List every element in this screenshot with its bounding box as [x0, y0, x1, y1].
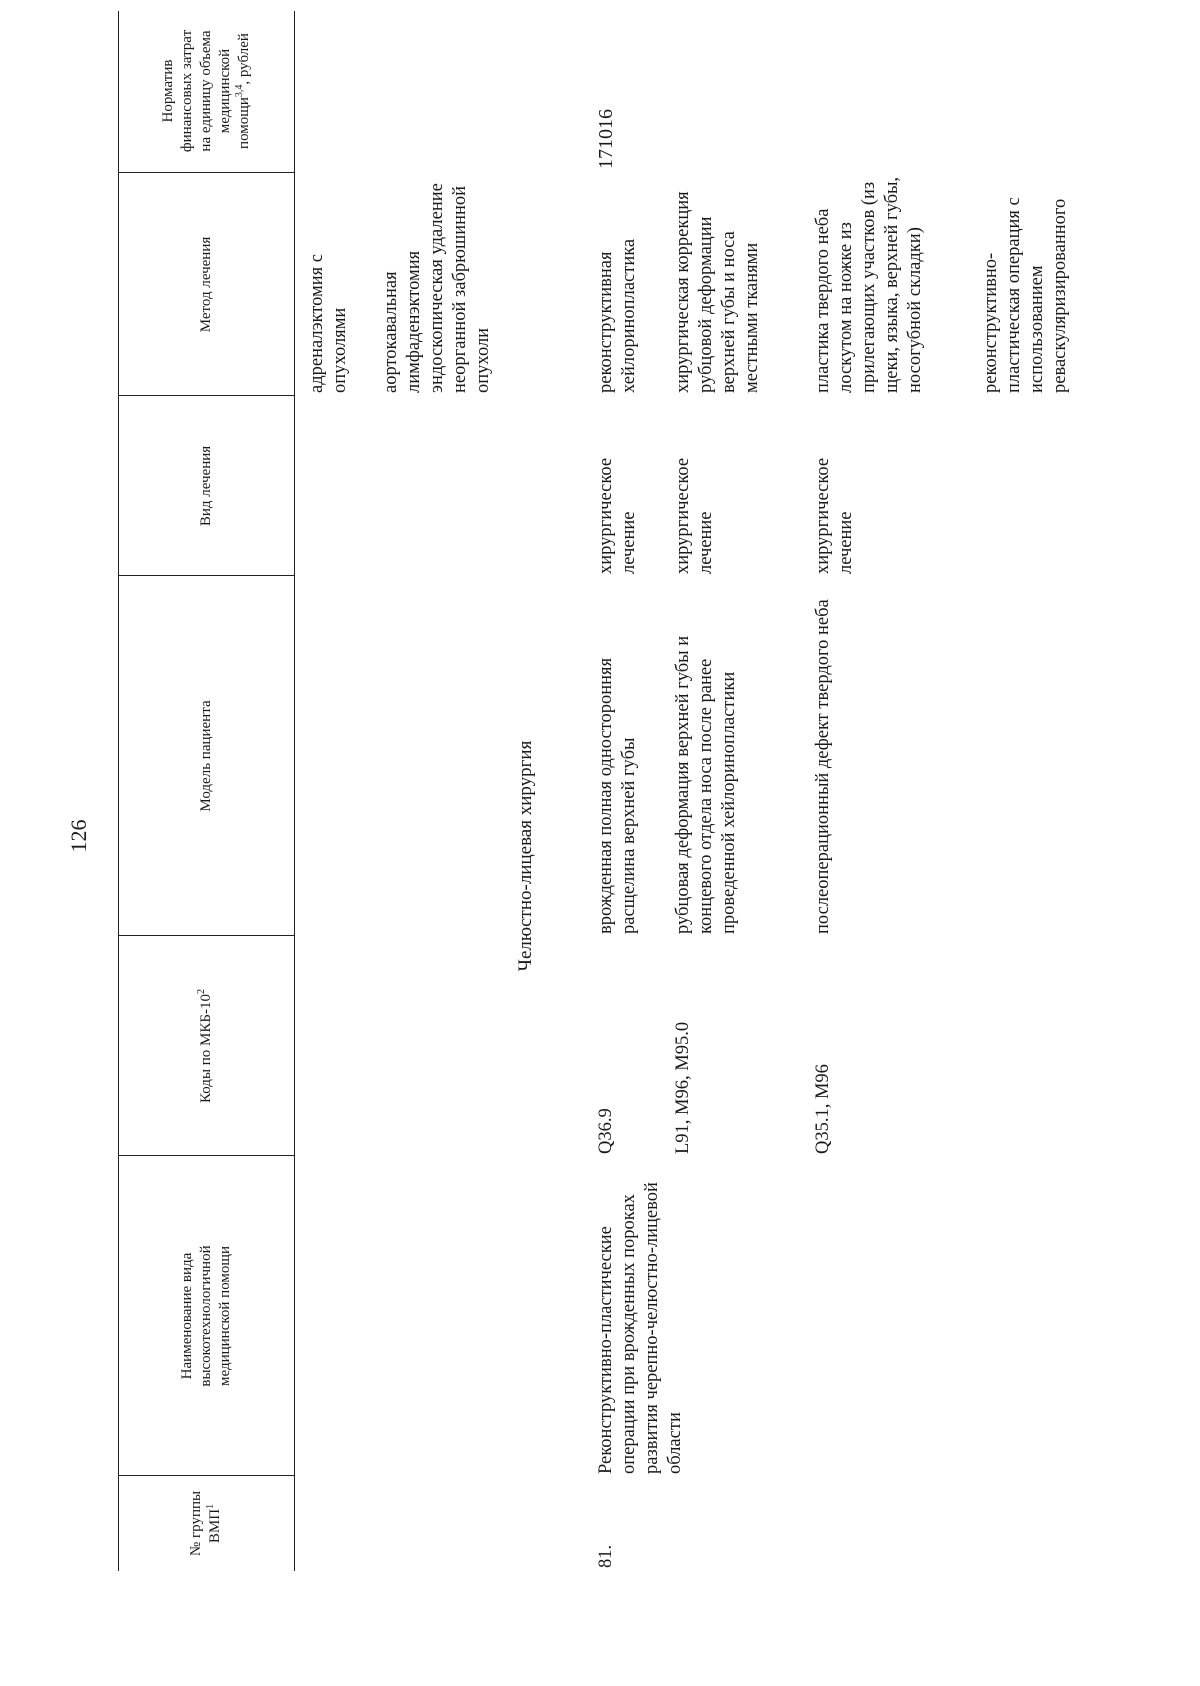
col-divider-3 [118, 935, 294, 936]
page-number: 126 [66, 819, 91, 853]
row-3-type: хирургическое лечение [813, 457, 856, 574]
row-1-type: хирургическое лечение [596, 457, 639, 574]
header-bottom-rule [294, 11, 295, 1571]
row-2-code: L91, M96, M95.0 [673, 1021, 693, 1154]
row-2-method: хирургическая коррекция рубцовой деформации верхней губы и носа местными тканями [673, 191, 762, 393]
row-1-model: врожденная полная односторонняя расщелина верхней губы [596, 657, 639, 934]
header-cost-standard: Норматив финансовых затрат на единицу объема медицинской помощи$^{3,4}$, рублей [159, 29, 252, 153]
header-patient-model: Модель пациента [197, 700, 214, 812]
row-3-code: Q35.1, M96 [813, 1064, 833, 1154]
col-divider-5 [118, 395, 294, 396]
header-icd-codes: Коды по МКБ-$10^2$ [195, 989, 214, 1104]
group-name: Реконструктивно-пластические операции при врожденных пороках развития черепно-челюстно-лицевой области [596, 1182, 685, 1474]
row-2-type: хирургическое лечение [673, 457, 716, 574]
continued-method-1: адреналэктомия с опухолями [307, 254, 350, 393]
col-divider-6 [118, 172, 294, 173]
col-divider-4 [118, 575, 294, 576]
header-group-no: № группы ВМП$^1$ [188, 1490, 223, 1557]
header-vmp-name: Наименование вида высокотехнологичной медицинской помощи [178, 1245, 233, 1387]
row-3-model: послеоперационный дефект твердого неба [813, 599, 833, 934]
group-cost: 171016 [595, 109, 617, 169]
section-title: Челюстно-лицевая хирургия [515, 740, 536, 972]
group-number: 81. [596, 1544, 616, 1568]
row-1-method: реконструктивная хейлоринопластика [596, 238, 639, 393]
col-divider-2 [118, 1155, 294, 1156]
row-1-code: Q36.9 [596, 1108, 616, 1154]
row-3-method-1: пластика твердого неба лоскутом на ножке из прилегающих участков (из щеки, языка, верхней губы, носогубной складки) [813, 176, 925, 393]
row-2-model: рубцовая деформация верхней губы и концевого отдела носа после ранее проведенной хейлоринопластики [673, 635, 739, 934]
continued-method-2: аортокавальная лимфаденэктомия эндоскопическая удаление неорганной забрюшинной опухоли [381, 183, 493, 393]
row-3-method-2: реконструктивно-пластическая операция с использованием реваскуляризированного [981, 197, 1070, 393]
header-treatment-method: Метод лечения [197, 236, 214, 333]
header-treatment-type: Вид лечения [197, 445, 214, 527]
